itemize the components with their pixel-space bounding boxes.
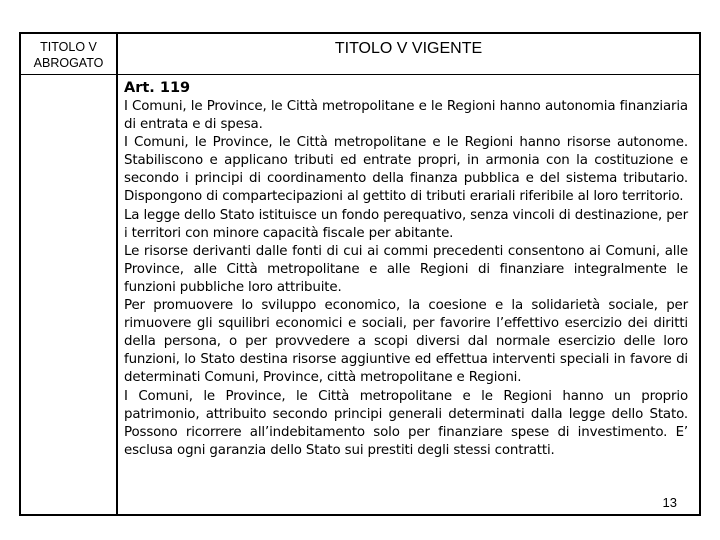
column-divider xyxy=(116,34,118,514)
article-paragraph-2: I Comuni, le Province, le Città metropolitane e le Regioni hanno risorse autonome. Stabiliscono e applicano tributi ed entrate propri, in armonia con la costituzione e secondo i principi di coordinamento della finanza pubblica e del sistema tributario. Dispongono di compartecipazioni al gettito di tributi erariali riferibile al loro territorio. xyxy=(124,135,688,205)
article-paragraph-6: I Comuni, le Province, le Città metropolitane e le Regioni hanno un proprio patrimonio, attribuito secondo principi generali determinati dalla legge dello Stato. Possono ricorrere all’indebitamento solo per finanziare spese di investimento. E’ esclusa ogni garanzia dello Stato sui prestiti degli stessi contratti. xyxy=(124,388,688,458)
article-text-column xyxy=(124,79,688,460)
header-left-line1: TITOLO V xyxy=(40,40,97,54)
comparison-table xyxy=(19,32,701,516)
header-abrogato xyxy=(21,39,116,71)
page-number: 13 xyxy=(662,495,677,510)
header-left-line2: ABROGATO xyxy=(33,56,104,70)
article-paragraph-5: Per promuovere lo sviluppo economico, la coesione e la solidarietà sociale, per rimuovere gli squilibri economici e sociali, per favorire l’effettivo esercizio dei diritti della persona, o per provvedere a scopi diversi dal normale esercizio delle loro funzioni, lo Stato destina risorse aggiuntive ed effettua interventi speciali in favore di determinati Comuni, Province, città metropolitane e Regioni. xyxy=(124,298,688,386)
header-divider xyxy=(21,74,699,75)
article-paragraph-1: I Comuni, le Province, le Città metropolitane e le Regioni hanno autonomia finanziaria di entrata e di spesa. xyxy=(124,99,688,133)
article-title: Art. 119 xyxy=(124,80,191,96)
article-paragraph-4: Le risorse derivanti dalle fonti di cui ai commi precedenti consentono ai Comuni, alle Province, alle Città metropolitane e alle Regioni di finanziare integralmente le funzioni pubbliche loro attribuite. xyxy=(124,243,688,295)
header-vigente: TITOLO V VIGENTE xyxy=(334,40,483,57)
article-paragraph-3: La legge dello Stato istituisce un fondo perequativo, senza vincoli di destinazione, per i territori con minore capacità fiscale per abitante. xyxy=(124,207,688,241)
